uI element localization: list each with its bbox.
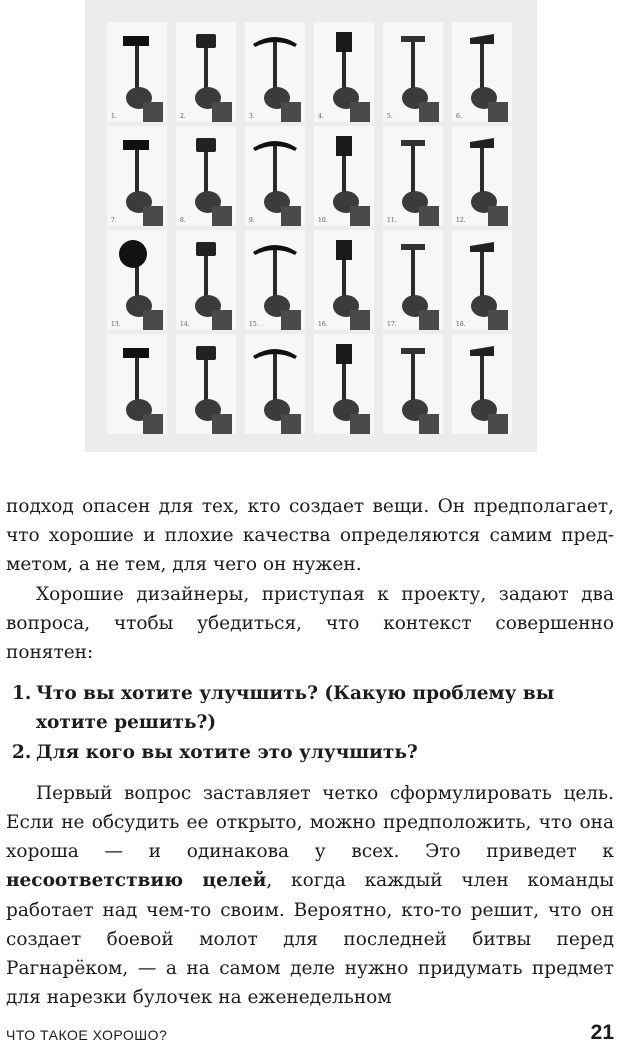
list-number: 2.	[12, 741, 32, 763]
hammer-head	[123, 348, 149, 358]
arm-shape	[419, 102, 439, 122]
arm-shape	[488, 414, 508, 434]
photo-number: 13.	[111, 321, 121, 328]
list-number: 1.	[12, 683, 32, 705]
arm-shape	[419, 310, 439, 330]
arm-shape	[350, 102, 370, 122]
hammer-photo	[245, 22, 305, 122]
hammer-photo	[383, 126, 443, 226]
hammer-photo	[176, 334, 236, 434]
hammer-photo	[176, 230, 236, 330]
photo-number: 10.	[318, 217, 328, 224]
photo-number: 18.	[456, 321, 466, 328]
goal-mismatch-term: несоответствию целей	[6, 870, 267, 892]
photo-number: 4.	[318, 113, 324, 120]
hammer-photo	[452, 126, 512, 226]
claw-head	[401, 36, 425, 42]
hammer-head	[123, 36, 149, 46]
round-pan-head	[119, 240, 147, 268]
photo-number: 8.	[180, 217, 186, 224]
arm-shape	[350, 414, 370, 434]
photo-number: 6.	[456, 113, 462, 120]
mallet-head	[196, 34, 216, 48]
questions-list	[6, 679, 614, 767]
arm-shape	[488, 310, 508, 330]
paragraph-3-start: Первый вопрос заставляет четко сформулировать цель. Если не обсудить ее открыто, можно предположить, что она хороша — и одинакова у всех. Это приведет к	[6, 782, 614, 863]
photo-number: 5.	[387, 113, 393, 120]
arm-shape	[212, 102, 232, 122]
claw-head	[401, 348, 425, 354]
hammer-photo	[452, 22, 512, 122]
photo-number: 2.	[180, 113, 186, 120]
photo-number: 15.	[249, 321, 259, 328]
hammer-photo	[452, 334, 512, 434]
body-text	[6, 492, 614, 1012]
sledge-head	[336, 32, 352, 52]
hammer-photo	[107, 334, 167, 434]
hammer-photo	[176, 126, 236, 226]
list-text: Для кого вы хотите это улучшить?	[36, 741, 418, 763]
hammer-head	[123, 140, 149, 150]
photo-number: 7.	[111, 217, 117, 224]
paragraph-1: подход опасен для тех, кто создает вещи. Он предполагает, что хорошие и плохие качества определяются самим предметом, а не тем, для чего он нужен.	[6, 496, 614, 576]
hammer-photo	[107, 126, 167, 226]
list-item	[6, 738, 614, 767]
list-item	[6, 679, 614, 737]
paragraph-3-end: , когда каждый член команды работает над чем-то своим. Вероятно, кто-то решит, что он создает боевой молот для последней битвы перед Рагнарёком, — а на самом деле нужно придумать предмет для нарезки булочек на еженедельном	[6, 870, 614, 1009]
mallet-head	[196, 138, 216, 152]
hammer-photo	[176, 22, 236, 122]
paragraph-2: Хорошие дизайнеры, приступая к проекту, задают два вопроса, чтобы убедиться, что контекст совершенно понятен:	[6, 583, 614, 664]
arm-shape	[143, 206, 163, 226]
hammer-photo	[383, 22, 443, 122]
photo-number: 9.	[249, 217, 255, 224]
arm-shape	[281, 310, 301, 330]
hammer-photo	[107, 22, 167, 122]
hammer-photo	[314, 230, 374, 330]
arm-shape	[281, 206, 301, 226]
hammer-photo	[383, 230, 443, 330]
hammer-photo	[314, 126, 374, 226]
arm-shape	[143, 102, 163, 122]
photo-number: 11.	[387, 217, 397, 224]
arm-shape	[419, 414, 439, 434]
sledge-head	[336, 240, 352, 260]
photo-number: 3.	[249, 113, 255, 120]
hammer-photo	[314, 334, 374, 434]
hammer-photo	[314, 22, 374, 122]
sledge-head	[336, 136, 352, 156]
photo-number: 1.	[111, 113, 117, 120]
hammer-photo	[245, 230, 305, 330]
hammer-photo	[245, 334, 305, 434]
arm-shape	[488, 206, 508, 226]
claw-head	[401, 140, 425, 146]
claw-head	[401, 244, 425, 250]
arm-shape	[212, 310, 232, 330]
photo-number: 14.	[180, 321, 190, 328]
sledge-head	[336, 344, 352, 364]
list-text: Что вы хотите улучшить? (Какую проблему вы хотите решить?)	[36, 683, 555, 734]
hammer-photo	[452, 230, 512, 330]
arm-shape	[350, 206, 370, 226]
photo-number: 16.	[318, 321, 328, 328]
hammer-grid-svg	[107, 22, 519, 434]
arm-shape	[488, 102, 508, 122]
page-number: 21	[590, 1021, 614, 1044]
hammer-photo	[107, 230, 167, 330]
arm-shape	[212, 414, 232, 434]
arm-shape	[281, 414, 301, 434]
photo-number: 17.	[387, 321, 397, 328]
arm-shape	[281, 102, 301, 122]
photo-number: 12.	[456, 217, 466, 224]
arm-shape	[143, 310, 163, 330]
mallet-head	[196, 346, 216, 360]
arm-shape	[212, 206, 232, 226]
mallet-head	[196, 242, 216, 256]
hammer-photo	[383, 334, 443, 434]
arm-shape	[143, 414, 163, 434]
arm-shape	[419, 206, 439, 226]
running-footer-section: ЧТО ТАКОЕ ХОРОШО?	[6, 1027, 168, 1043]
hammers-photo-grid	[85, 0, 537, 452]
arm-shape	[350, 310, 370, 330]
hammer-photo	[245, 126, 305, 226]
paragraph-3	[6, 779, 614, 1013]
